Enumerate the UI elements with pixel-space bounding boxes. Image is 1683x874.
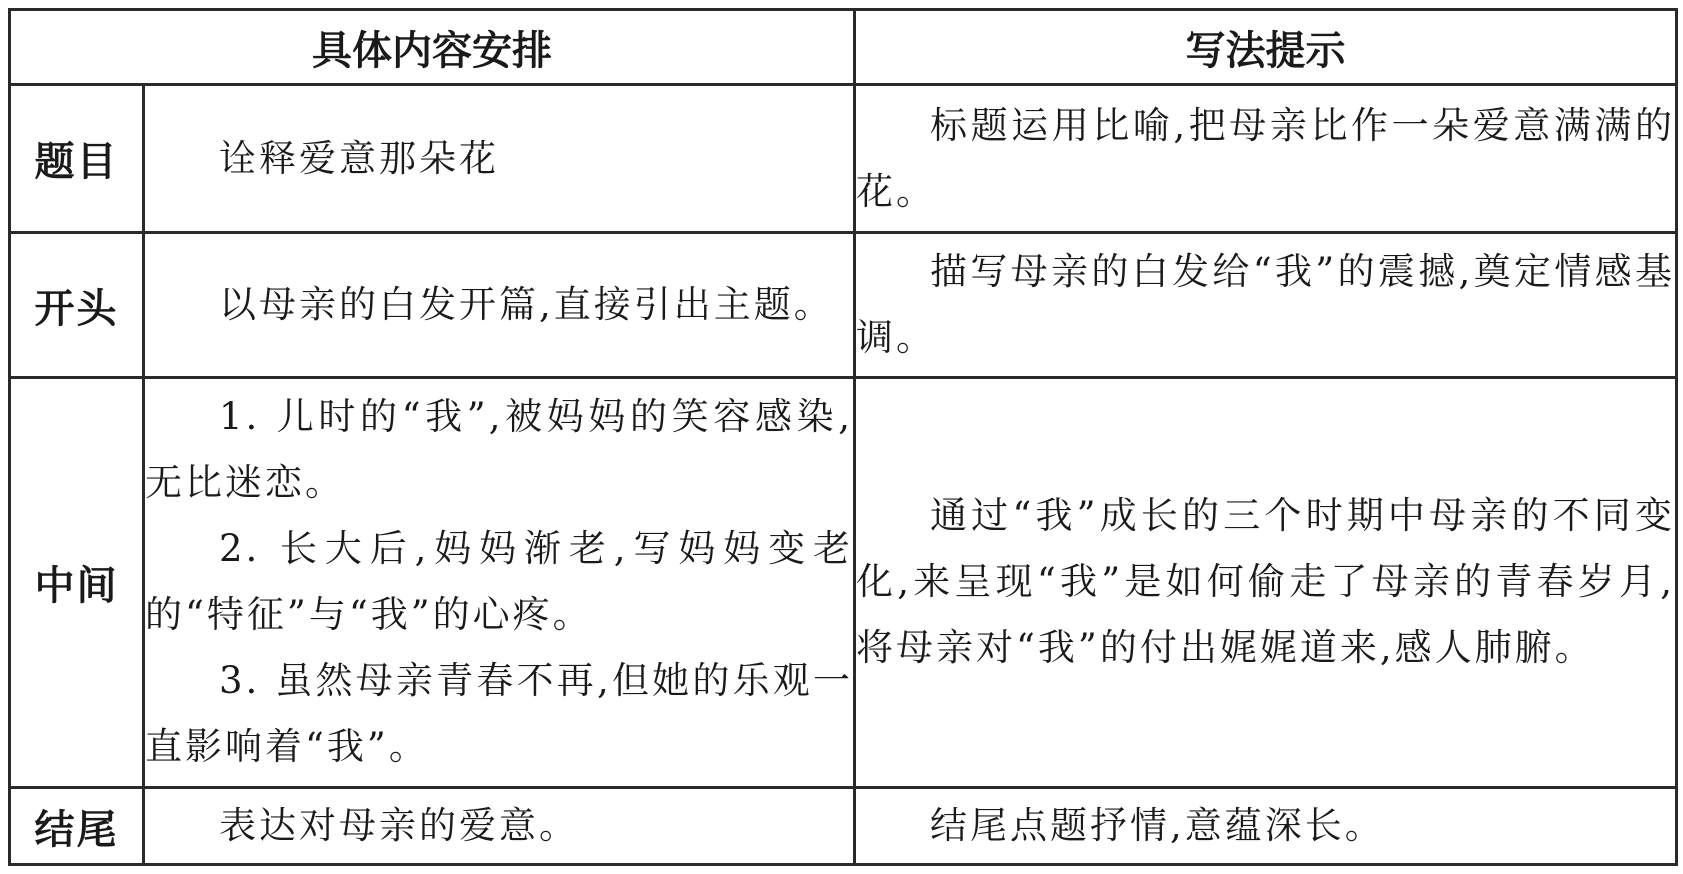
content-cell-opening xyxy=(144,233,855,377)
content-paragraph: 2. 长大后,妈妈渐老,写妈妈变老的“特征”与“我”的心疼。 xyxy=(145,527,853,637)
header-writing-tips: 写法提示 xyxy=(855,10,1677,85)
content-paragraph: 以母亲的白发开篇,直接引出主题。 xyxy=(219,283,834,327)
content-cell-title xyxy=(144,85,855,233)
tip-paragraph: 结尾点题抒情,意蕴深长。 xyxy=(930,804,1385,848)
table-row xyxy=(10,233,1677,377)
row-label-middle: 中间 xyxy=(10,377,144,787)
row-label-title: 题目 xyxy=(10,85,144,233)
content-paragraph: 3. 虽然母亲青春不再,但她的乐观一直影响着“我”。 xyxy=(145,659,853,769)
content-paragraph: 1. 儿时的“我”,被妈妈的笑容感染,无比迷恋。 xyxy=(145,395,853,505)
tip-cell-ending xyxy=(855,788,1677,865)
tip-cell-middle xyxy=(855,377,1677,787)
tip-cell-title xyxy=(855,85,1677,233)
header-corner-cell: 具体内容安排 xyxy=(10,10,855,85)
content-cell-middle xyxy=(144,377,855,787)
content-paragraph: 诠释爱意那朵花 xyxy=(219,136,499,180)
tip-paragraph: 通过“我”成长的三个时期中母亲的不同变化,来呈现“我”是如何偷走了母亲的青春岁月,将母亲对“我”的付出娓娓道来,感人肺腑。 xyxy=(856,494,1675,670)
table-row xyxy=(10,85,1677,233)
content-paragraph: 表达对母亲的爱意。 xyxy=(219,804,579,848)
content-cell-ending xyxy=(144,788,855,865)
row-label-ending: 结尾 xyxy=(10,788,144,865)
tip-paragraph: 标题运用比喻,把母亲比作一朵爱意满满的花。 xyxy=(856,103,1675,213)
row-label-opening: 开头 xyxy=(10,233,144,377)
table-header-row xyxy=(10,10,1677,85)
writing-plan-table xyxy=(8,8,1678,866)
tip-cell-opening xyxy=(855,233,1677,377)
tip-paragraph: 描写母亲的白发给“我”的震撼,奠定情感基调。 xyxy=(856,250,1675,360)
table-row xyxy=(10,377,1677,787)
table-row xyxy=(10,788,1677,865)
